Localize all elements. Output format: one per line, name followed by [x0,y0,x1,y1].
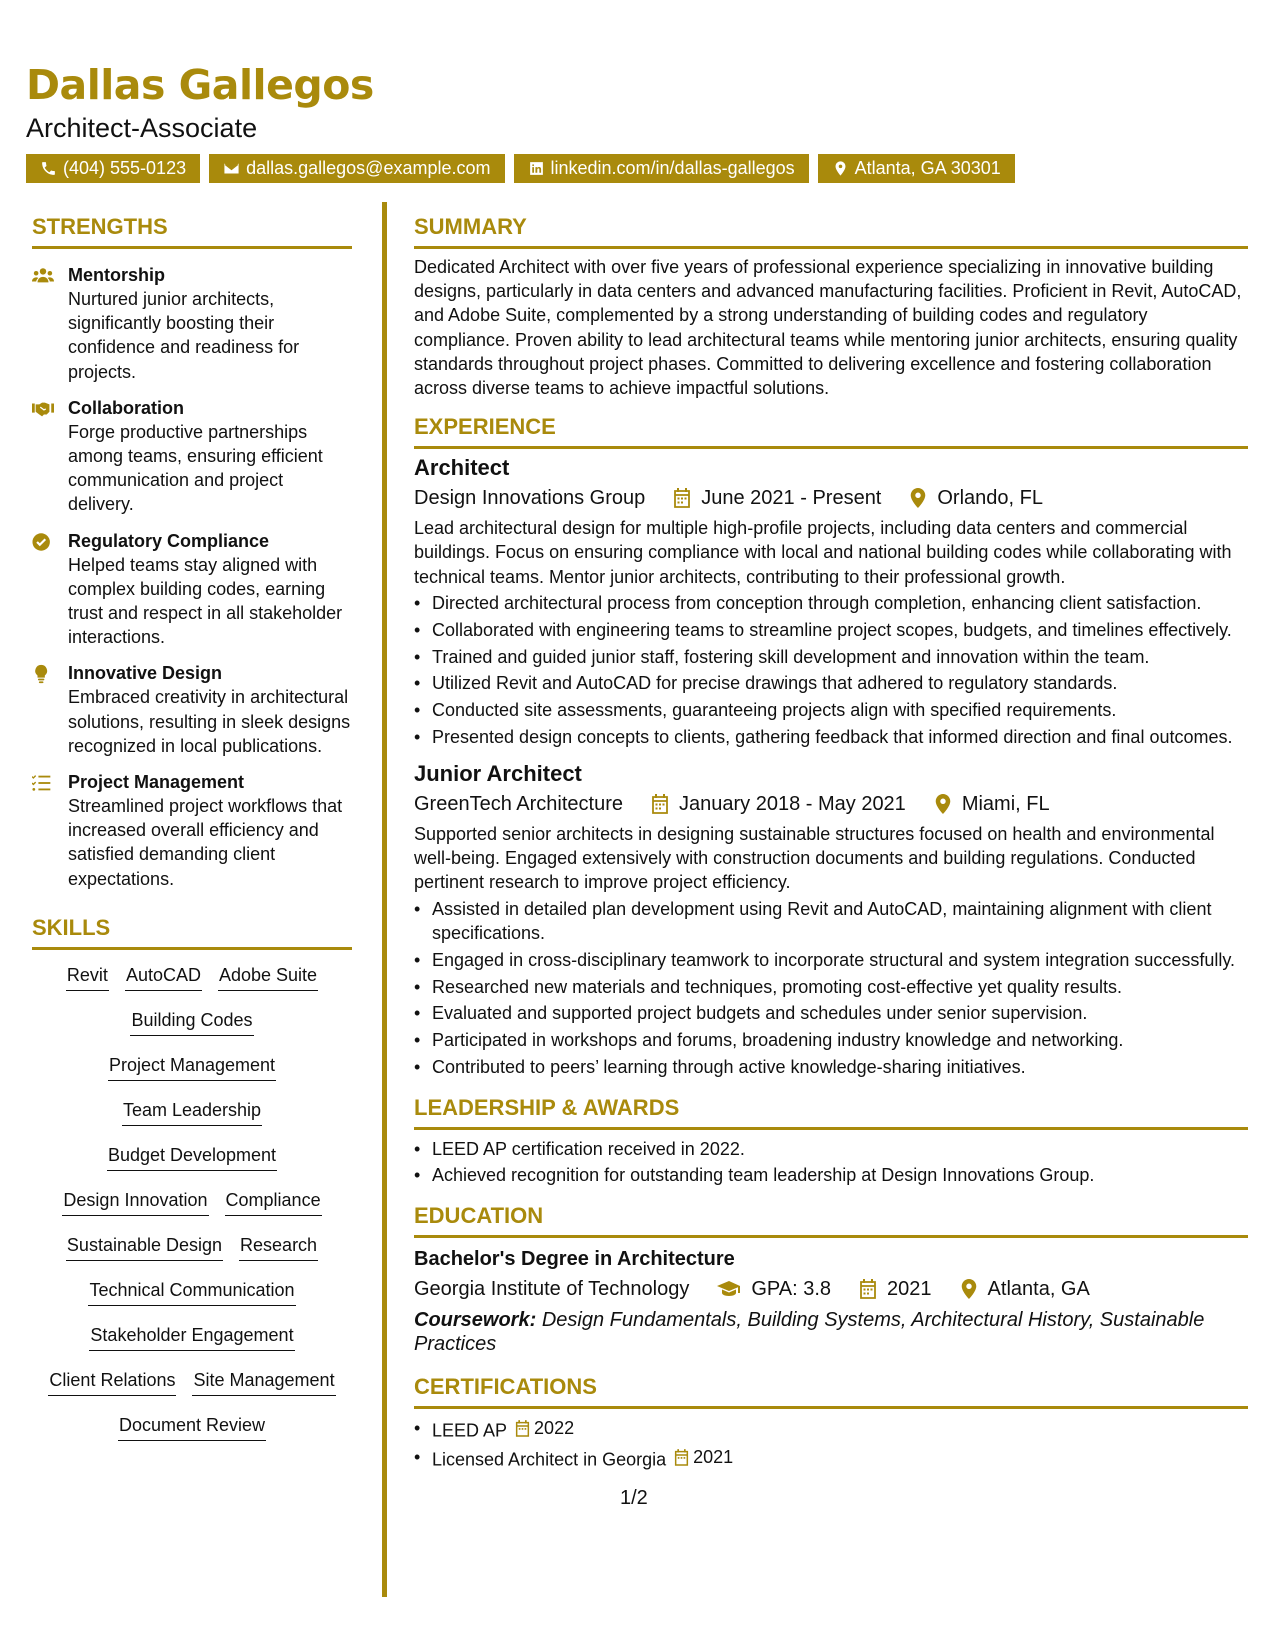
skill-tag: Stakeholder Engagement [89,1324,294,1351]
skill-row [107,1144,277,1189]
strength-title: Project Management [68,772,245,793]
contact-bar [26,154,1256,183]
job-bullets [414,591,1248,749]
education-meta [414,1274,1248,1304]
list-item: • Collaborated with engineering teams to streamline project scopes, budgets, and timelines effectively. [414,618,1248,642]
column-divider [382,202,387,1597]
linkedin-icon [528,160,545,177]
certifications-heading: CERTIFICATIONS [414,1372,1248,1409]
skill-row [122,1099,262,1144]
skill-tag: Building Codes [130,1009,253,1036]
map-pin-icon [832,160,849,177]
skill-tag: Document Review [118,1414,266,1441]
skill-tag: AutoCAD [125,964,202,991]
list-item [414,1416,1248,1443]
coursework-label: Coursework: [414,1309,537,1332]
job-description: Lead architectural design for multiple high-profile projects, including data centers and commercial buildings. Focus on ensuring compliance with local and national building codes while collaborating with technical teams. Mentor junior architects, contributing to their professional growth. [414,518,1232,587]
job-title: Architect [414,455,510,481]
skills-list [32,964,352,1459]
strength-item [32,396,352,517]
skill-tag: Technical Communication [88,1279,295,1306]
cert-year: 2022 [534,1417,575,1438]
right-column [414,212,1248,1472]
list-item: • Achieved recognition for outstanding team leadership at Design Innovations Group. [414,1163,1248,1187]
leadership-heading: LEADERSHIP & AWARDS [414,1093,1248,1130]
linkedin-text: linkedin.com/in/dallas-gallegos [550,158,795,178]
lightbulb-icon [32,664,54,684]
skill-row [66,964,318,1009]
experience-heading: EXPERIENCE [414,412,1248,449]
candidate-name: Dallas Gallegos [26,61,374,109]
strength-desc: Nurtured junior architects, significantly boosting their confidence and readiness for projects. [68,289,300,382]
strength-desc: Helped teams stay aligned with complex building codes, earning trust and respect in all stakeholder interactions. [68,554,343,648]
list-check-icon [32,773,54,793]
job-company: GreenTech Architecture [414,793,623,816]
skill-tag: Design Innovation [62,1189,208,1216]
school-name: Georgia Institute of Technology [414,1278,690,1301]
users-icon [32,266,54,286]
job-location: Orlando, FL [937,487,1043,510]
skill-row [62,1189,321,1234]
degree-title: Bachelor's Degree in Architecture [414,1248,735,1271]
resume-header [26,60,1256,183]
map-pin-icon [909,488,927,508]
calendar-icon [674,1449,689,1466]
gpa: GPA: 3.8 [751,1278,832,1301]
strength-title: Innovative Design [68,663,223,684]
phone-icon [40,160,57,177]
skill-tag: Sustainable Design [66,1234,223,1261]
graduation-cap-icon [717,1279,741,1299]
strengths-heading: STRENGTHS [32,212,352,249]
contact-linkedin[interactable] [514,154,809,183]
cert-name: Licensed Architect in Georgia [432,1449,667,1470]
graduation-year: 2021 [887,1278,932,1301]
list-item: • Evaluated and supported project budgets and schedules under senior supervision. [414,1001,1248,1025]
strength-item [32,770,352,891]
skill-row [118,1414,266,1459]
skill-tag: Research [239,1234,318,1261]
job-dates: June 2021 - Present [701,487,882,510]
left-column [32,212,352,1459]
skill-row [88,1279,295,1324]
strength-desc: Forge productive partnerships among teams, ensuring efficient communication and project delivery. [68,421,323,515]
coursework [414,1308,1248,1356]
list-item: • Conducted site assessments, guaranteeing projects align with specified requirements. [414,698,1248,722]
candidate-role: Architect-Associate [26,113,258,143]
summary-text: Dedicated Architect with over five years of professional experience specializing in innovative building designs, particularly in data centers and advanced manufacturing facilities. Proficient in Revit, AutoCAD, and Adobe Suite, complemented by a strong understanding of building codes and regulatory compliance. Proven ability to lead architectural teams while mentoring junior architects, ensuring quality standards throughout project phases. Committed to delivering excellence and fostering collaboration across diverse teams to achieve impactful solutions. [414,257,1242,399]
strength-item [32,263,352,384]
location-text: Atlanta, GA 30301 [854,158,1001,178]
cert-year: 2021 [693,1447,734,1468]
skill-tag: Site Management [192,1369,335,1396]
job-bullets [414,897,1248,1079]
strength-desc: Embraced creativity in architectural solutions, resulting in sleek designs recognized in local publications. [68,687,351,756]
list-item: • LEED AP certification received in 2022. [414,1137,1248,1161]
skill-row [89,1324,294,1369]
job-entry [414,453,1248,749]
list-item: • Directed architectural process from conception through completion, enhancing client satisfaction. [414,591,1248,615]
list-item: • Contributed to peers’ learning through active knowledge-sharing initiatives. [414,1055,1248,1079]
skill-row [66,1234,318,1279]
contact-location [818,154,1015,183]
coursework-list: Design Fundamentals, Building Systems, Architectural History, Sustainable Practices [414,1309,1205,1356]
school-location: Atlanta, GA [987,1278,1090,1301]
list-item: • Researched new materials and techniques, promoting cost-effective yet quality results. [414,975,1248,999]
skill-row [108,1054,276,1099]
list-item: • Trained and guided junior staff, fostering skill development and innovation within the team. [414,645,1248,669]
list-item: • Participated in workshops and forums, broadening industry knowledge and networking. [414,1028,1248,1052]
skill-tag: Budget Development [107,1144,277,1171]
strength-title: Collaboration [68,397,184,418]
email-text: dallas.gallegos@example.com [246,158,491,178]
calendar-icon [651,794,669,814]
list-item: • Assisted in detailed plan development using Revit and AutoCAD, maintaining alignment with client specifications. [414,897,1248,945]
job-description: Supported senior architects in designing sustainable structures focused on health and environmental well-being. Engaged extensively with construction documents and building regulations. Conducted pertinent research to improve project efficiency. [414,824,1215,893]
skill-row [130,1009,253,1054]
strength-item [32,529,352,650]
job-entry [414,759,1248,1079]
summary-heading: SUMMARY [414,212,1248,249]
skills-heading: SKILLS [32,913,352,950]
page-number: 1/2 [620,1487,648,1509]
skill-tag: Project Management [108,1054,276,1081]
job-meta [414,789,1248,819]
phone-text: (404) 555-0123 [63,158,187,178]
job-company: Design Innovations Group [414,487,646,510]
job-title: Junior Architect [414,761,582,787]
strength-desc: Streamlined project workflows that increased overall efficiency and satisfied demanding client expectations. [68,796,343,889]
strength-item [32,661,352,758]
map-pin-icon [960,1279,978,1299]
calendar-icon [515,1420,530,1437]
handshake-icon [32,399,54,419]
strength-title: Mentorship [68,265,165,285]
calendar-icon [859,1279,877,1299]
list-item: • Engaged in cross-disciplinary teamwork to incorporate structural and system integration successfully. [414,948,1248,972]
envelope-icon [223,160,240,177]
skill-tag: Revit [66,964,109,991]
leadership-list [414,1137,1248,1188]
contact-email[interactable] [209,154,504,183]
calendar-icon [673,488,691,508]
certifications-list [414,1416,1248,1472]
list-item: • Utilized Revit and AutoCAD for precise drawings that adhered to regulatory standards. [414,671,1248,695]
contact-phone[interactable] [26,154,200,183]
skill-tag: Compliance [225,1189,322,1216]
map-pin-icon [934,794,952,814]
check-circle-icon [32,532,54,552]
skill-tag: Client Relations [48,1369,176,1396]
skill-row [48,1369,335,1414]
education-heading: EDUCATION [414,1201,1248,1238]
skill-tag: Team Leadership [122,1099,262,1126]
job-meta [414,483,1248,513]
job-dates: January 2018 - May 2021 [679,793,906,816]
strength-title: Regulatory Compliance [68,530,270,551]
cert-name: LEED AP [432,1420,508,1441]
list-item [414,1445,1248,1472]
job-location: Miami, FL [961,793,1050,816]
skill-tag: Adobe Suite [218,964,318,991]
list-item: • Presented design concepts to clients, gathering feedback that informed direction and final outcomes. [414,725,1248,749]
